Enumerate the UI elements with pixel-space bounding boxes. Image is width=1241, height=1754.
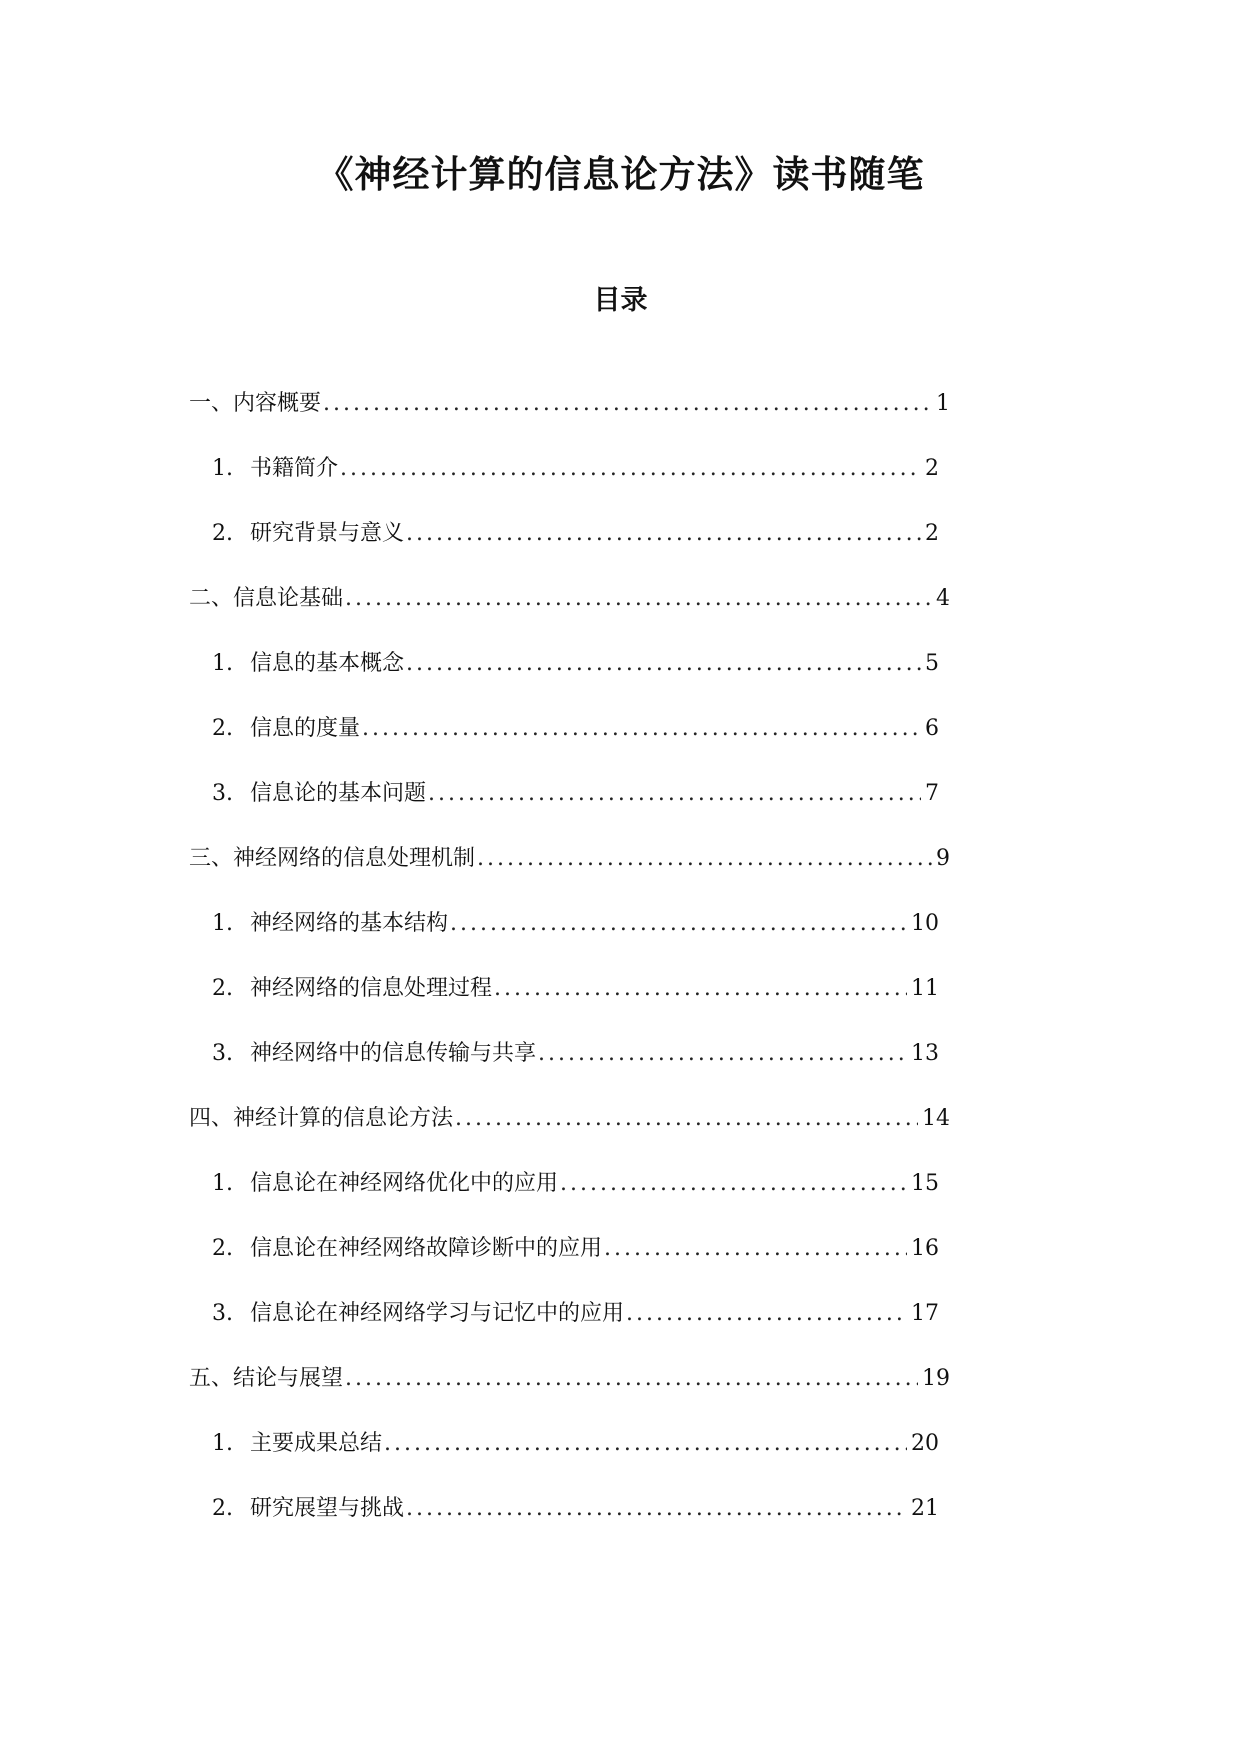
toc-entry-number: 3. <box>212 1041 233 1066</box>
toc-entry-text: 二、信息论基础 <box>189 586 344 611</box>
toc-section-entry[interactable] <box>189 839 950 904</box>
toc-page-number: 2 <box>925 521 939 546</box>
toc-entry-text: 神经网络的信息处理过程 <box>250 976 493 1001</box>
toc-dot-leader <box>384 1424 907 1464</box>
toc-entry-number: 3. <box>212 1301 233 1326</box>
toc-dot-leader <box>345 579 932 619</box>
toc-page-number: 19 <box>922 1366 950 1391</box>
toc-dot-leader <box>406 514 921 554</box>
toc-subsection-entry[interactable] <box>212 709 939 774</box>
toc-subsection-entry[interactable] <box>212 1294 939 1359</box>
toc-page-number: 4 <box>936 586 950 611</box>
toc-heading: 目录 <box>593 285 648 316</box>
toc-subsection-entry[interactable] <box>212 514 939 579</box>
toc-dot-leader <box>455 1099 918 1139</box>
toc-entry-text: 研究背景与意义 <box>250 521 405 546</box>
toc-dot-leader <box>477 839 932 879</box>
toc-entry-text: 书籍简介 <box>250 456 339 481</box>
toc-dot-leader <box>538 1034 907 1074</box>
toc-page-number: 14 <box>922 1106 950 1131</box>
toc-subsection-entry[interactable] <box>212 644 939 709</box>
toc-entry-text: 信息论在神经网络故障诊断中的应用 <box>250 1236 603 1261</box>
toc-page-number: 2 <box>925 456 939 481</box>
toc-dot-leader <box>626 1294 907 1334</box>
toc-entry-number: 3. <box>212 781 233 806</box>
toc-entry-text: 一、内容概要 <box>189 391 322 416</box>
toc-page-number: 21 <box>911 1496 939 1521</box>
toc-dot-leader <box>345 1359 918 1399</box>
toc-page-number: 10 <box>911 911 939 936</box>
toc-section-entry[interactable] <box>189 384 950 449</box>
toc-entry-text: 主要成果总结 <box>250 1431 383 1456</box>
toc-entry-number: 2. <box>212 521 233 546</box>
toc-subsection-entry[interactable] <box>212 1489 939 1554</box>
toc-entry-text: 信息论的基本问题 <box>250 781 427 806</box>
toc-subsection-entry[interactable] <box>212 904 939 969</box>
toc-subsection-entry[interactable] <box>212 1229 939 1294</box>
toc-entry-text: 研究展望与挑战 <box>250 1496 405 1521</box>
toc-entry-number: 2. <box>212 976 233 1001</box>
toc-subsection-entry[interactable] <box>212 1424 939 1489</box>
document-title: 《神经计算的信息论方法》读书随笔 <box>316 153 925 196</box>
toc-subsection-entry[interactable] <box>212 774 939 839</box>
toc-page-number: 9 <box>936 846 950 871</box>
toc-subsection-entry[interactable] <box>212 969 939 1034</box>
toc-subsection-entry[interactable] <box>212 449 939 514</box>
toc-page-number: 1 <box>936 391 950 416</box>
toc-entry-number: 2. <box>212 1496 233 1521</box>
toc-entry-number: 1. <box>212 911 233 936</box>
toc-dot-leader <box>406 644 921 684</box>
toc-dot-leader <box>494 969 907 1009</box>
toc-page-number: 16 <box>911 1236 939 1261</box>
toc-entry-text: 神经网络的基本结构 <box>250 911 449 936</box>
toc-entry-number: 2. <box>212 716 233 741</box>
toc-entry-text: 信息的基本概念 <box>250 651 405 676</box>
toc-dot-leader <box>604 1229 907 1269</box>
toc-entry-number: 1. <box>212 456 233 481</box>
toc-entry-text: 五、结论与展望 <box>189 1366 344 1391</box>
toc-page-number: 13 <box>911 1041 939 1066</box>
toc-entry-number: 1. <box>212 1431 233 1456</box>
toc-dot-leader <box>323 384 932 424</box>
toc-entry-number: 1. <box>212 1171 233 1196</box>
toc-entry-number: 2. <box>212 1236 233 1261</box>
toc-entry-text: 信息论在神经网络优化中的应用 <box>250 1171 559 1196</box>
toc-page-number: 20 <box>911 1431 939 1456</box>
table-of-contents <box>0 384 1241 1554</box>
toc-entry-text: 信息论在神经网络学习与记忆中的应用 <box>250 1301 625 1326</box>
toc-section-entry[interactable] <box>189 1359 950 1424</box>
toc-entry-text: 三、神经网络的信息处理机制 <box>189 846 476 871</box>
toc-page-number: 15 <box>911 1171 939 1196</box>
toc-dot-leader <box>450 904 907 944</box>
toc-entry-number: 1. <box>212 651 233 676</box>
toc-dot-leader <box>406 1489 907 1529</box>
toc-dot-leader <box>428 774 921 814</box>
toc-page-number: 5 <box>925 651 939 676</box>
toc-dot-leader <box>560 1164 907 1204</box>
toc-page-number: 17 <box>911 1301 939 1326</box>
toc-dot-leader <box>340 449 921 489</box>
toc-section-entry[interactable] <box>189 1099 950 1164</box>
toc-page-number: 6 <box>925 716 939 741</box>
toc-dot-leader <box>362 709 921 749</box>
toc-page-number: 11 <box>911 976 939 1001</box>
toc-subsection-entry[interactable] <box>212 1164 939 1229</box>
toc-entry-text: 四、神经计算的信息论方法 <box>189 1106 454 1131</box>
toc-entry-text: 信息的度量 <box>250 716 361 741</box>
toc-page-number: 7 <box>925 781 939 806</box>
toc-subsection-entry[interactable] <box>212 1034 939 1099</box>
toc-entry-text: 神经网络中的信息传输与共享 <box>250 1041 537 1066</box>
toc-section-entry[interactable] <box>189 579 950 644</box>
